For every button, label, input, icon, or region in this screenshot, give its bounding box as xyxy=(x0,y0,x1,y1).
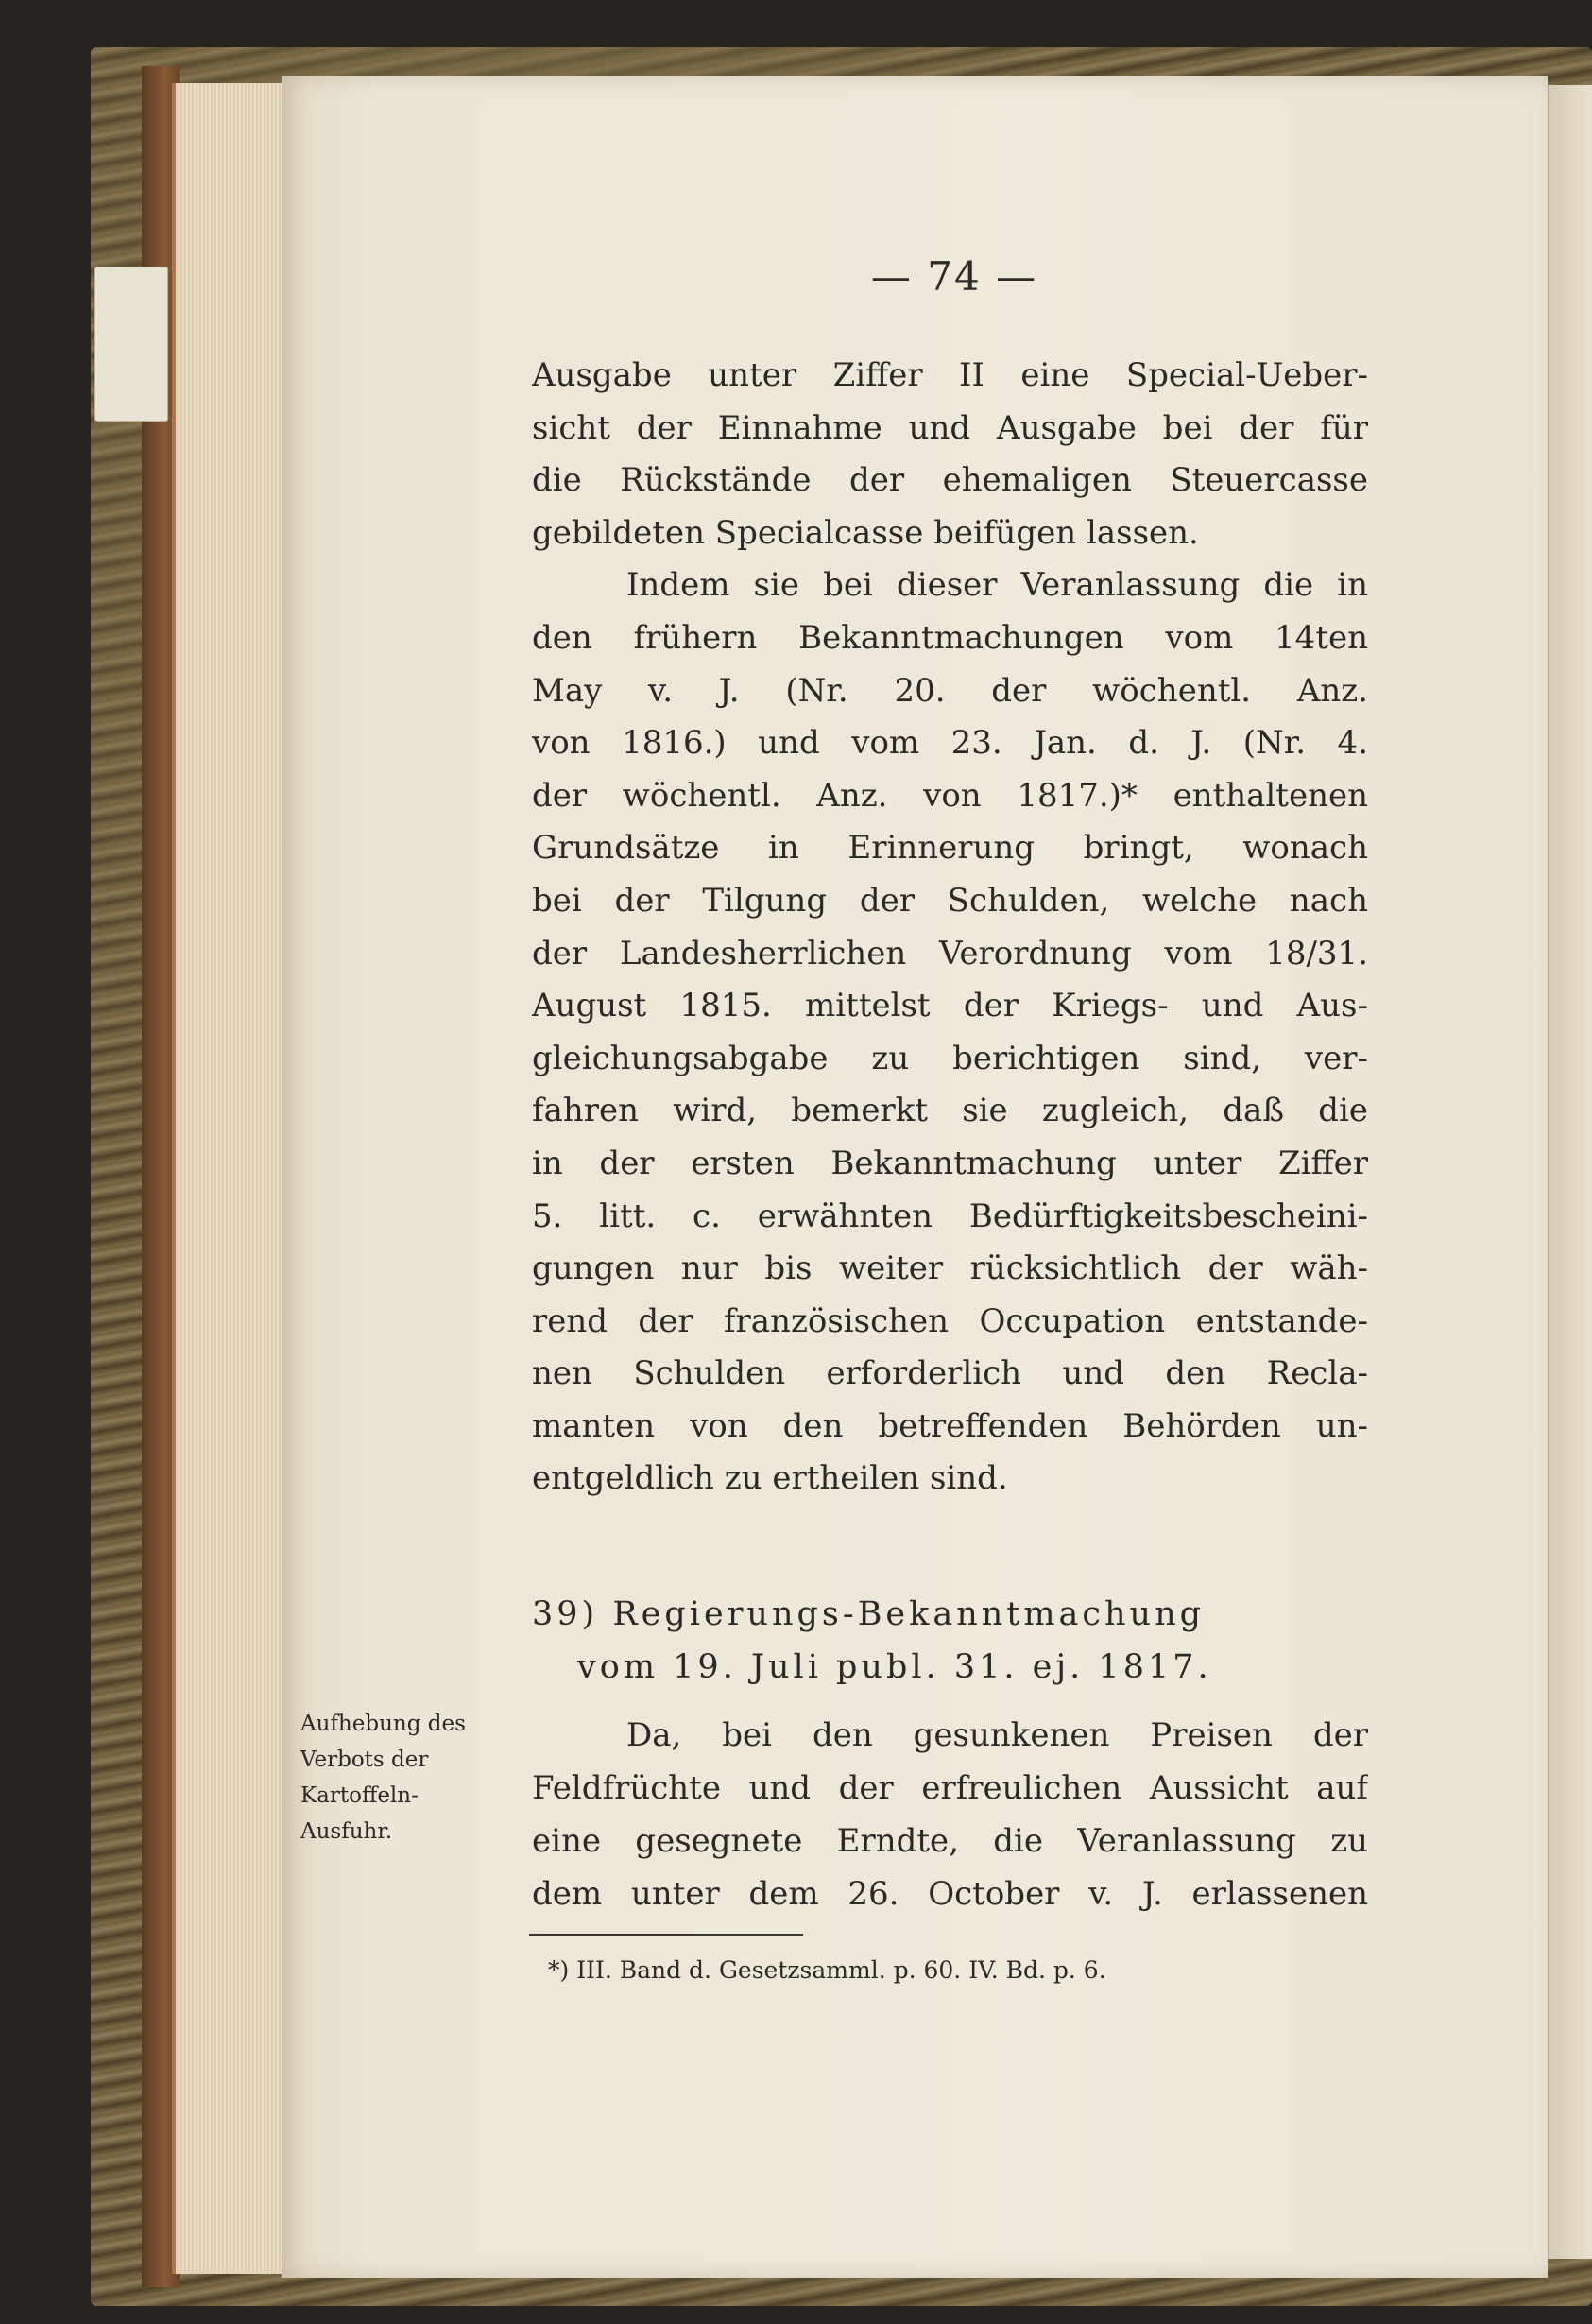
text-line: der Landesherrlichen Verordnung vom 18/31. xyxy=(532,934,1368,973)
text-line: die Rückstände der ehemaligen Steuercasse xyxy=(532,461,1368,500)
text-line: August 1815. mittelst der Kriegs- und Aus- xyxy=(532,987,1368,1025)
margin-note xyxy=(300,1706,522,1850)
section-heading xyxy=(532,1588,1368,1694)
text-line: manten von den betreffenden Behörden un- xyxy=(532,1406,1368,1445)
text-line: den frühern Bekanntmachungen vom 14ten xyxy=(532,618,1368,657)
text-line: dem unter dem 26. October v. J. erlassenen xyxy=(532,1875,1368,1913)
text-line: Grundsätze in Erinnerung bringt, wonach xyxy=(532,829,1368,868)
text-line: gungen nur bis weiter rücksichtlich der wäh- xyxy=(532,1249,1368,1288)
section-paragraph xyxy=(532,1709,1368,1920)
footnote: *) III. Band d. Gesetzsamml. p. 60. IV. Bd. p. 6. xyxy=(548,1956,1106,1984)
heading-line-1: 39) Regierungs-Bekanntmachung xyxy=(532,1595,1206,1633)
body-paragraphs xyxy=(532,350,1368,1506)
footnote-divider xyxy=(529,1934,803,1936)
text-line: gebildeten Specialcasse beifügen lassen. xyxy=(532,513,1199,552)
margin-note-line: Aufhebung des xyxy=(300,1712,466,1736)
text-line: Indem sie bei dieser Veranlassung die in xyxy=(626,566,1368,605)
text-line: 5. litt. c. erwähnten Bedürftigkeitsbescheini- xyxy=(532,1196,1368,1235)
text-line: der wöchentl. Anz. von 1817.)* enthaltenen xyxy=(532,776,1368,815)
text-line: rend der französischen Occupation entstande- xyxy=(532,1301,1368,1340)
page-stack-edge xyxy=(172,83,289,2274)
margin-note-line: Kartoffeln- xyxy=(300,1783,419,1808)
text-line: entgeldlich zu ertheilen sind. xyxy=(532,1459,1008,1498)
text-line: von 1816.) und vom 23. Jan. d. J. (Nr. 4. xyxy=(532,724,1368,763)
bookmark-tab xyxy=(94,267,168,422)
margin-note-line: Verbots der xyxy=(300,1747,429,1772)
heading-line-2: vom 19. Juli publ. 31. ej. 1817. xyxy=(577,1648,1212,1686)
text-line: fahren wird, bemerkt sie zugleich, daß die xyxy=(532,1092,1368,1130)
text-line: eine gesegnete Erndte, die Veranlassung zu xyxy=(532,1822,1368,1860)
text-line: nen Schulden erforderlich und den Recla- xyxy=(532,1354,1368,1393)
text-line: in der ersten Bekanntmachung unter Ziffer xyxy=(532,1144,1368,1182)
text-line: Feldfrüchte und der erfreulichen Aussicht auf xyxy=(532,1769,1368,1807)
text-line: Da, bei den gesunkenen Preisen der xyxy=(626,1716,1368,1754)
text-line: May v. J. (Nr. 20. der wöchentl. Anz. xyxy=(532,671,1368,710)
margin-note-line: Ausfuhr. xyxy=(300,1819,393,1844)
facing-page-edge xyxy=(1548,85,1592,2259)
text-line: sicht der Einnahme und Ausgabe bei der für xyxy=(532,408,1368,447)
page-number: — 74 — xyxy=(870,253,1038,300)
text-line: gleichungsabgabe zu berichtigen sind, ver- xyxy=(532,1039,1368,1077)
text-line: bei der Tilgung der Schulden, welche nach xyxy=(532,881,1368,920)
text-line: Ausgabe unter Ziffer II eine Special-Ueber- xyxy=(532,356,1368,394)
